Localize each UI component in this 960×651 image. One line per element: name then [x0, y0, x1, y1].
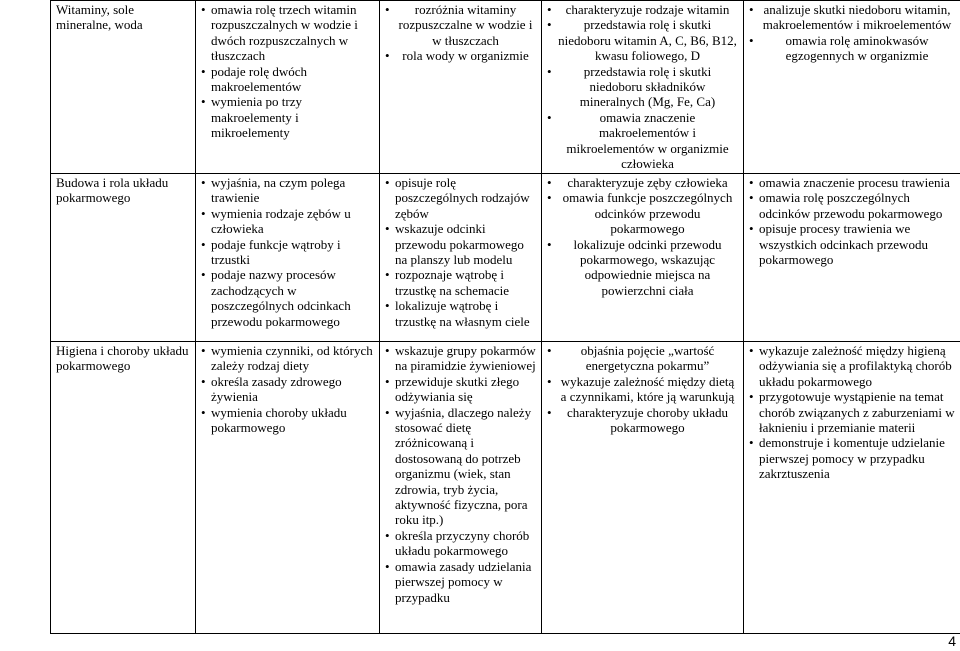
list-item: • omawia funkcje poszczególnych odcinków przewodu pokarmowego	[547, 190, 738, 236]
list-item: • przewiduje skutki złego odżywiania się	[385, 374, 536, 405]
list-item: • określa zasady zdrowego żywienia	[201, 374, 374, 405]
list-item: • wskazuje grupy pokarmów na piramidzie żywieniowej	[385, 343, 536, 374]
list-item: • przedstawia rolę i skutki niedoboru witamin A, C, B6, B12, kwasu foliowego, D	[547, 17, 738, 63]
grade-cell	[744, 342, 960, 634]
grade-cell	[380, 174, 542, 342]
list-item: • wymienia po trzy makroelementy i mikroelementy	[201, 94, 374, 140]
page-number: 4	[948, 633, 956, 649]
list-item: • podaje rolę dwóch makroelementów	[201, 64, 374, 95]
list-item: • rozróżnia witaminy rozpuszczalne w wodzie i w tłuszczach	[385, 2, 536, 48]
list-item: • omawia rolę poszczególnych odcinków przewodu pokarmowego	[749, 190, 955, 221]
list-item: • wymienia choroby układu pokarmowego	[201, 405, 374, 436]
list-item: • podaje funkcje wątroby i trzustki	[201, 237, 374, 268]
table-row	[51, 1, 960, 174]
list-item: • lokalizuje wątrobę i trzustkę na własnym ciele	[385, 298, 536, 329]
list-item: • opisuje rolę poszczególnych rodzajów zębów	[385, 175, 536, 221]
grade-cell	[196, 1, 380, 174]
list-item: • rola wody w organizmie	[385, 48, 536, 63]
list-item: • lokalizuje odcinki przewodu pokarmowego, wskazując odpowiednie miejsca na powierzchni ciała	[547, 237, 738, 299]
list-item: • omawia znaczenie procesu trawienia	[749, 175, 955, 190]
topic-cell: Higiena i choroby układu pokarmowego	[51, 342, 196, 634]
requirement-list	[547, 175, 738, 298]
list-item: • omawia rolę trzech witamin rozpuszczalnych w wodzie i dwóch rozpuszczalnych w tłuszczach	[201, 2, 374, 64]
list-item: • wykazuje zależność między dietą a czynnikami, które ją warunkują	[547, 374, 738, 405]
grade-cell	[542, 174, 744, 342]
list-item: • opisuje procesy trawienia we wszystkich odcinkach przewodu pokarmowego	[749, 221, 955, 267]
requirement-list	[749, 2, 955, 64]
requirement-list	[749, 175, 955, 267]
list-item: • podaje nazwy procesów zachodzących w poszczególnych odcinkach przewodu pokarmowego	[201, 267, 374, 329]
list-item: • wymienia czynniki, od których zależy rodzaj diety	[201, 343, 374, 374]
list-item: • wyjaśnia, dlaczego należy stosować dietę zróżnicowaną i dostosowaną do potrzeb organizmu (wiek, stan zdrowia, tryb życia, aktywność fizyczna, pora roku itp.)	[385, 405, 536, 528]
list-item: • omawia znaczenie makroelementów i mikroelementów w organizmie człowieka	[547, 110, 738, 172]
grade-cell	[744, 1, 960, 174]
grade-cell	[196, 342, 380, 634]
table-row	[51, 174, 960, 342]
list-item: • analizuje skutki niedoboru witamin, makroelementów i mikroelementów	[749, 2, 955, 33]
list-item: • charakteryzuje rodzaje witamin	[547, 2, 738, 17]
list-item: • określa przyczyny chorób układu pokarmowego	[385, 528, 536, 559]
requirement-list	[385, 343, 536, 605]
requirements-table	[50, 0, 960, 634]
grade-cell	[542, 1, 744, 174]
list-item: • charakteryzuje choroby układu pokarmowego	[547, 405, 738, 436]
requirement-list	[201, 175, 374, 329]
list-item: • rozpoznaje wątrobę i trzustkę na schemacie	[385, 267, 536, 298]
list-item: • wskazuje odcinki przewodu pokarmowego na planszy lub modelu	[385, 221, 536, 267]
list-item: • demonstruje i komentuje udzielanie pierwszej pomocy w przypadku zakrztuszenia	[749, 435, 955, 481]
requirement-list	[201, 343, 374, 435]
topic-cell: Budowa i rola układu pokarmowego	[51, 174, 196, 342]
requirement-list	[385, 2, 536, 64]
requirement-list	[547, 2, 738, 171]
grade-cell	[744, 174, 960, 342]
list-item: • wyjaśnia, na czym polega trawienie	[201, 175, 374, 206]
grade-cell	[380, 342, 542, 634]
grade-cell	[380, 1, 542, 174]
requirement-list	[201, 2, 374, 141]
requirement-list	[749, 343, 955, 482]
table-row	[51, 342, 960, 634]
list-item: • charakteryzuje zęby człowieka	[547, 175, 738, 190]
grade-cell	[542, 342, 744, 634]
list-item: • objaśnia pojęcie „wartość energetyczna pokarmu”	[547, 343, 738, 374]
topic-cell: Witaminy, sole mineralne, woda	[51, 1, 196, 174]
list-item: • wymienia rodzaje zębów u człowieka	[201, 206, 374, 237]
list-item: • przedstawia rolę i skutki niedoboru składników mineralnych (Mg, Fe, Ca)	[547, 64, 738, 110]
list-item: • przygotowuje wystąpienie na temat chorób związanych z zaburzeniami w łaknieniu i przemianie materii	[749, 389, 955, 435]
list-item: • omawia zasady udzielania pierwszej pomocy w przypadku	[385, 559, 536, 605]
list-item: • omawia rolę aminokwasów egzogennych w organizmie	[749, 33, 955, 64]
requirement-list	[547, 343, 738, 435]
list-item: • wykazuje zależność między higieną odżywiania się a profilaktyką chorób układu pokarmowego	[749, 343, 955, 389]
grade-cell	[196, 174, 380, 342]
requirement-list	[385, 175, 536, 329]
